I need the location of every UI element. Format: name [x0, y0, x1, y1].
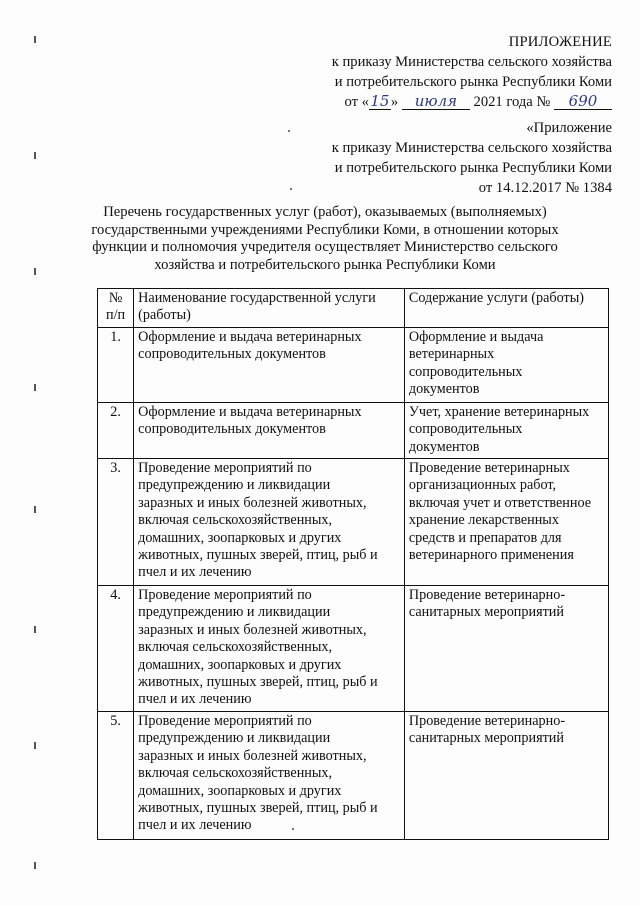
scan-mark	[34, 152, 36, 159]
scan-speck	[288, 130, 290, 132]
header-service-content: Содержание услуги (работы)	[404, 289, 608, 328]
handwritten-month: июля	[402, 93, 470, 110]
service-name: Оформление и выдача ветеринарных сопроводительных документов	[134, 327, 405, 402]
table-row	[98, 402, 609, 458]
previous-appendix-header	[332, 118, 612, 198]
previous-order-date: от 14.12.2017 № 1384	[478, 180, 612, 196]
service-content: Проведение ветеринарно- санитарных мероприятий	[404, 712, 608, 840]
service-name: Проведение мероприятий по предупреждению и ликвидации заразных и иных болезней животных, включая сельскохозяйственных, домашних, зоопарковых и других животных, пушных зверей, птиц, рыб и пчел и их лечению	[134, 459, 405, 586]
appendix-date-line	[332, 92, 612, 112]
scan-speck	[290, 188, 292, 190]
document-heading	[60, 204, 590, 274]
scan-mark	[34, 506, 36, 513]
service-name: Проведение мероприятий по предупреждению и ликвидации заразных и иных болезней животных, включая сельскохозяйственных, домашних, зоопарковых и других животных, пушных зверей, птиц, рыб и пчел и их лечению	[134, 712, 405, 840]
scan-mark	[34, 384, 36, 391]
date-mid: »	[390, 94, 399, 110]
table-header-row	[98, 289, 609, 328]
service-name: Проведение мероприятий по предупреждению и ликвидации заразных и иных болезней животных, включая сельскохозяйственных, домашних, зоопарковых и других животных, пушных зверей, птиц, рыб и пчел и их лечению	[134, 586, 405, 712]
year-text: 2021 года №	[473, 94, 551, 110]
table-row	[98, 712, 609, 840]
previous-order-line-1: к приказу Министерства сельского хозяйства	[331, 140, 612, 156]
heading-line-2: государственными учреждениями Республики Коми, в отношении которых	[91, 221, 559, 238]
scan-mark	[34, 268, 36, 275]
heading-line-3: функции и полномочия учредителя осуществляет Министерство сельского	[92, 239, 558, 255]
scan-mark	[34, 36, 36, 43]
appendix-order-line-2: и потребительского рынка Республики Коми	[334, 74, 612, 90]
appendix-title: ПРИЛОЖЕНИЕ	[508, 34, 612, 50]
scan-mark	[34, 862, 36, 869]
scan-mark	[34, 626, 36, 633]
row-number: 2.	[98, 402, 134, 458]
scan-mark	[34, 742, 36, 749]
services-table	[97, 288, 609, 840]
table-row	[98, 327, 609, 402]
service-content: Проведение ветеринарно- санитарных мероприятий	[404, 586, 608, 712]
service-content: Проведение ветеринарных организационных работ, включая учет и ответственное хранение лекарственных средств и препаратов для ветеринарного применения	[404, 459, 608, 586]
row-number: 4.	[98, 586, 134, 712]
handwritten-order-number: 690	[554, 93, 612, 110]
heading-line-4: хозяйства и потребительского рынка Республики Коми	[154, 256, 496, 273]
handwritten-day: 15	[370, 92, 390, 110]
table-row	[98, 459, 609, 586]
service-content: Оформление и выдача ветеринарных сопроводительных документов	[404, 327, 608, 402]
appendix-header	[332, 32, 612, 112]
row-number: 3.	[98, 459, 134, 586]
header-num: № п/п	[98, 289, 134, 328]
heading-line-1: Перечень государственных услуг (работ), оказываемых (выполняемых)	[103, 204, 547, 220]
header-service-name: Наименование государственной услуги (работы)	[134, 289, 405, 328]
previous-order-line-2: и потребительского рынка Республики Коми	[334, 160, 612, 176]
service-content: Учет, хранение ветеринарных сопроводительных документов	[404, 402, 608, 458]
service-name: Оформление и выдача ветеринарных сопроводительных документов	[134, 402, 405, 458]
previous-appendix-title: «Приложение	[526, 120, 612, 136]
scan-speck	[292, 828, 294, 830]
table-row	[98, 586, 609, 712]
row-number: 1.	[98, 327, 134, 402]
date-prefix: от «	[344, 94, 369, 110]
appendix-order-line-1: к приказу Министерства сельского хозяйства	[331, 54, 612, 70]
row-number: 5.	[98, 712, 134, 840]
